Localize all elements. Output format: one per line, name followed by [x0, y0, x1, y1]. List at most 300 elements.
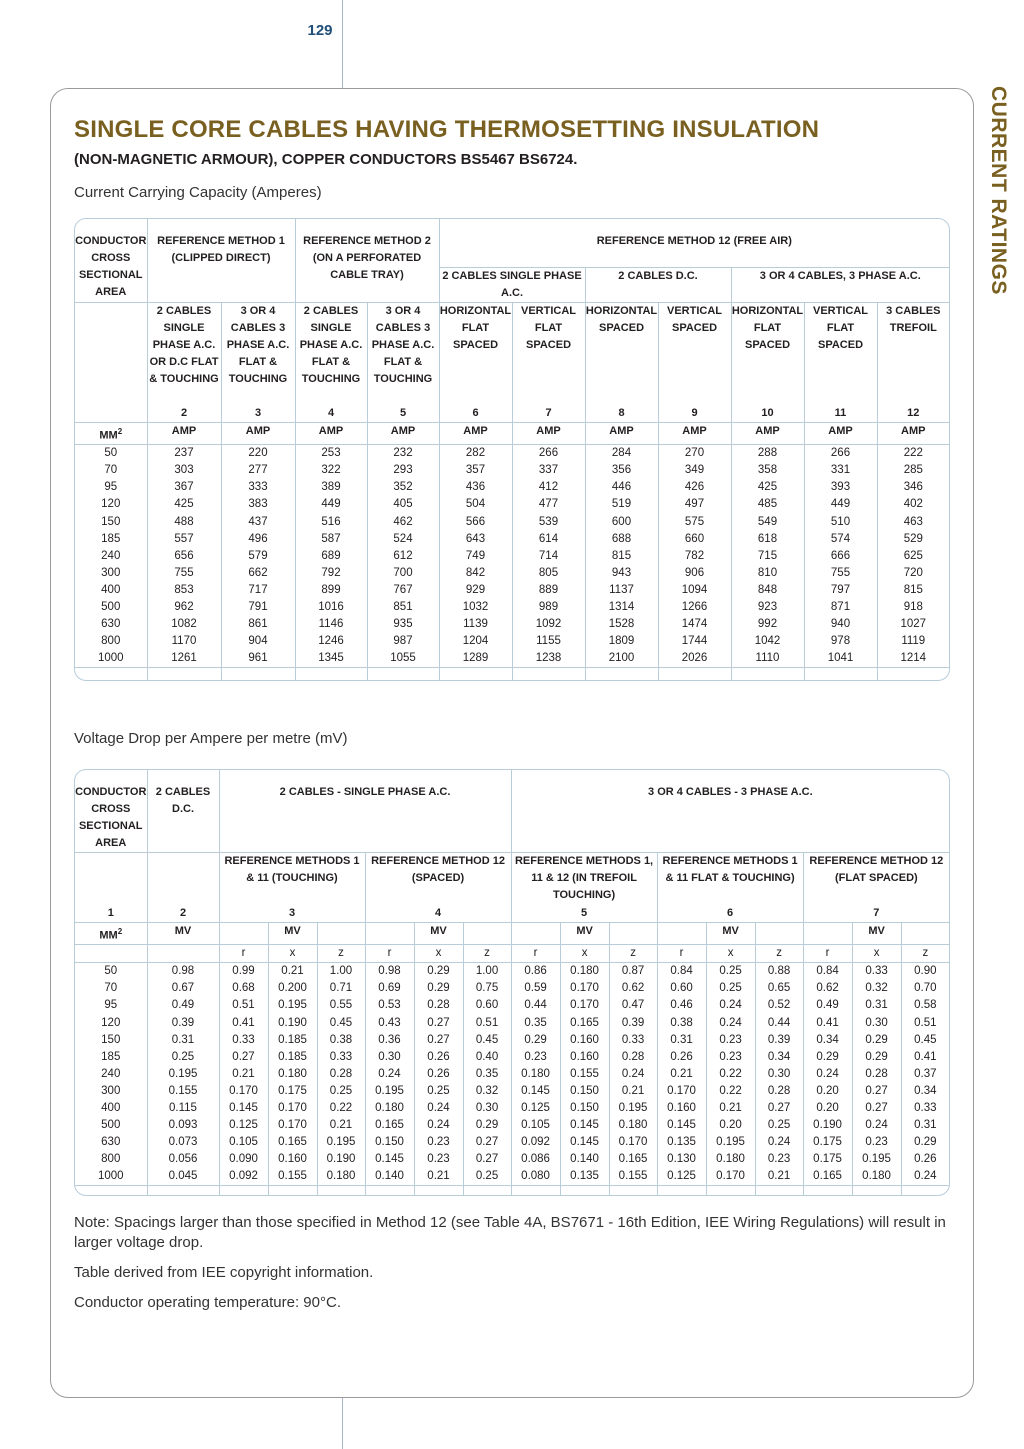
t2-value-cell: 0.21: [657, 1066, 706, 1083]
t1-value-cell: 1094: [658, 582, 731, 599]
t1-value-cell: 643: [439, 531, 512, 548]
t2-value-cell: 0.36: [365, 1032, 414, 1049]
t1-col-number: 12: [877, 405, 949, 423]
t1-value-cell: 940: [804, 616, 877, 633]
t2-value-cell: 0.59: [511, 980, 560, 997]
t1-value-cell: 1744: [658, 633, 731, 650]
t1-col-number: 8: [585, 405, 658, 423]
t1-value-cell: 303: [147, 462, 221, 479]
t2-value-cell: 0.21: [414, 1168, 463, 1186]
t2-value-cell: 0.24: [852, 1117, 901, 1134]
t2-method-6: REFERENCE METHODS 1 & 11 FLAT & TOUCHING): [657, 853, 803, 905]
t2-value-cell: 0.115: [147, 1100, 219, 1117]
t2-value-cell: 0.41: [803, 1015, 852, 1032]
t2-col-number: 7: [803, 905, 949, 923]
t1-value-cell: 614: [512, 531, 585, 548]
t2-value-cell: 0.145: [219, 1100, 268, 1117]
t1-value-cell: 288: [731, 445, 804, 463]
t1-value-cell: 587: [295, 531, 367, 548]
t2-value-cell: 0.145: [511, 1083, 560, 1100]
spacer-cell: [731, 668, 804, 681]
t1-value-cell: 425: [731, 479, 804, 496]
t1-value-cell: 266: [804, 445, 877, 463]
t2-value-cell: 0.185: [268, 1049, 317, 1066]
t2-value-cell: 1.00: [317, 963, 365, 981]
spacer-cell: [147, 1186, 219, 1196]
empty-cell: [317, 922, 365, 945]
t1-value-cell: 1314: [585, 599, 658, 616]
t1-unit-amp: AMP: [804, 422, 877, 445]
t2-area-cell: 300: [101, 1084, 121, 1097]
t1-value-cell: 449: [295, 496, 367, 513]
t2-value-cell: 0.160: [657, 1100, 706, 1117]
table1-label: Current Carrying Capacity (Amperes): [74, 184, 322, 201]
t2-value-cell: 0.180: [365, 1100, 414, 1117]
t2-value-cell: 0.70: [901, 980, 949, 997]
empty-cell: [463, 922, 511, 945]
t1-unit-amp: AMP: [221, 422, 295, 445]
t1-sub-8: HORIZONTAL SPACED: [585, 303, 658, 405]
t1-value-cell: 2026: [658, 650, 731, 668]
t1-table-row: [75, 531, 949, 548]
t2-value-cell: 0.140: [560, 1151, 609, 1168]
bottom-guide-line: [342, 1398, 343, 1449]
t2-table-row: [75, 1083, 949, 1100]
t1-value-cell: 987: [367, 633, 439, 650]
t1-area-cell: 630: [101, 618, 121, 631]
t2-value-cell: 0.29: [852, 1032, 901, 1049]
spacer-cell: [463, 1186, 511, 1196]
t1-value-cell: 1155: [512, 633, 585, 650]
t2-value-cell: 0.24: [365, 1066, 414, 1083]
t2-value-cell: 0.39: [609, 1015, 657, 1032]
t2-value-cell: 0.29: [414, 980, 463, 997]
t2-value-cell: 0.195: [609, 1100, 657, 1117]
t1-value-cell: 861: [221, 616, 295, 633]
spacer-cell: [147, 668, 221, 681]
t2-value-cell: 0.195: [317, 1134, 365, 1151]
t2-value-cell: 0.26: [414, 1049, 463, 1066]
empty-cell: [147, 945, 219, 963]
t1-h-2cables-dc: 2 CABLES D.C.: [585, 268, 731, 303]
t1-value-cell: 851: [367, 599, 439, 616]
t2-value-cell: 0.27: [463, 1134, 511, 1151]
t2-value-cell: 0.21: [219, 1066, 268, 1083]
t1-value-cell: 899: [295, 582, 367, 599]
t2-table-row: [75, 963, 949, 981]
t2-rxz-label: r: [511, 945, 560, 963]
t2-value-cell: 0.175: [268, 1083, 317, 1100]
t1-value-cell: 462: [367, 514, 439, 531]
empty-cell: [755, 922, 803, 945]
t1-value-cell: 393: [804, 479, 877, 496]
t1-value-cell: 516: [295, 514, 367, 531]
t2-value-cell: 0.21: [706, 1100, 755, 1117]
spacer-cell: [658, 668, 731, 681]
t2-value-cell: 0.45: [317, 1015, 365, 1032]
t2-value-cell: 0.24: [901, 1168, 949, 1186]
t2-value-cell: 0.87: [609, 963, 657, 981]
t1-value-cell: 848: [731, 582, 804, 599]
t1-value-cell: 277: [221, 462, 295, 479]
t2-value-cell: 0.090: [219, 1151, 268, 1168]
t1-area-cell: 400: [101, 583, 121, 596]
t2-area-cell: 630: [101, 1136, 121, 1149]
t2-value-cell: 0.25: [706, 963, 755, 981]
t1-sub-7: VERTICAL FLAT SPACED: [512, 303, 585, 405]
t1-value-cell: 815: [585, 548, 658, 565]
t2-value-cell: 0.155: [609, 1168, 657, 1186]
t1-value-cell: 383: [221, 496, 295, 513]
t2-value-cell: 0.25: [414, 1083, 463, 1100]
t2-area-cell: 240: [101, 1067, 121, 1080]
t2-value-cell: 0.23: [706, 1032, 755, 1049]
t1-value-cell: 504: [439, 496, 512, 513]
t2-value-cell: 0.23: [852, 1134, 901, 1151]
t1-value-cell: 961: [221, 650, 295, 668]
t1-value-cell: 496: [221, 531, 295, 548]
spacer-cell: [221, 668, 295, 681]
t2-table-row: [75, 1117, 949, 1134]
t1-value-cell: 749: [439, 548, 512, 565]
t2-value-cell: 0.25: [463, 1168, 511, 1186]
t1-value-cell: 717: [221, 582, 295, 599]
t1-unit-amp: AMP: [295, 422, 367, 445]
t2-value-cell: 0.38: [317, 1032, 365, 1049]
t1-value-cell: 1345: [295, 650, 367, 668]
t1-table-row: [75, 565, 949, 582]
t2-method-7: REFERENCE METHOD 12 (FLAT SPACED): [803, 853, 949, 905]
t2-value-cell: 0.27: [414, 1015, 463, 1032]
t2-value-cell: 0.51: [219, 997, 268, 1014]
t1-value-cell: 797: [804, 582, 877, 599]
t1-table-row: [75, 514, 949, 531]
t1-area-cell: 120: [101, 498, 121, 511]
t2-value-cell: 0.093: [147, 1117, 219, 1134]
t2-value-cell: 0.34: [901, 1083, 949, 1100]
t1-value-cell: 989: [512, 599, 585, 616]
t2-value-cell: 0.23: [755, 1151, 803, 1168]
t2-value-cell: 0.28: [317, 1066, 365, 1083]
t2-value-cell: 0.145: [560, 1117, 609, 1134]
t1-value-cell: 1238: [512, 650, 585, 668]
t1-area-cell: 95: [104, 481, 118, 494]
t1-h-3or4: 3 OR 4 CABLES, 3 PHASE A.C.: [731, 268, 949, 303]
page-title: SINGLE CORE CABLES HAVING THERMOSETTING INSULATION: [74, 116, 820, 143]
t2-value-cell: 0.27: [414, 1032, 463, 1049]
t1-value-cell: 755: [147, 565, 221, 582]
t2-value-cell: 0.200: [268, 980, 317, 997]
t1-value-cell: 992: [731, 616, 804, 633]
t1-sub-10: HORIZONTAL FLAT SPACED: [731, 303, 804, 405]
t1-unit-amp: AMP: [658, 422, 731, 445]
t1-area-cell: 800: [101, 635, 121, 648]
note-derived: Table derived from IEE copyright information.: [74, 1264, 374, 1281]
t2-value-cell: 0.092: [219, 1168, 268, 1186]
t2-area-cell: 185: [101, 1050, 121, 1063]
t2-area-cell: 500: [101, 1119, 121, 1132]
t2-value-cell: 0.35: [463, 1066, 511, 1083]
t1-value-cell: 557: [147, 531, 221, 548]
t1-table-row: [75, 496, 949, 513]
t2-value-cell: 0.170: [219, 1083, 268, 1100]
t1-unit-amp: AMP: [731, 422, 804, 445]
t1-value-cell: 1041: [804, 650, 877, 668]
t1-value-cell: 720: [877, 565, 949, 582]
t2-value-cell: 0.170: [268, 1117, 317, 1134]
t2-value-cell: 0.22: [317, 1100, 365, 1117]
t2-value-cell: 1.00: [463, 963, 511, 981]
t2-value-cell: 0.31: [852, 997, 901, 1014]
t2-value-cell: 0.25: [706, 980, 755, 997]
t1-value-cell: 1092: [512, 616, 585, 633]
t1-value-cell: 449: [804, 496, 877, 513]
t1-value-cell: 1137: [585, 582, 658, 599]
t1-value-cell: 700: [367, 565, 439, 582]
spacer-cell: [317, 1186, 365, 1196]
spacer-cell: [803, 1186, 852, 1196]
t2-value-cell: 0.40: [463, 1049, 511, 1066]
t2-h-2cables-1ph: 2 CABLES - SINGLE PHASE A.C.: [219, 784, 511, 853]
t1-value-cell: 357: [439, 462, 512, 479]
t1-area-cell: 1000: [97, 652, 124, 665]
t1-value-cell: 322: [295, 462, 367, 479]
side-tab: [974, 86, 1014, 306]
notes: [74, 1213, 954, 1323]
t2-unit-mv: MV: [268, 922, 317, 945]
spacer-cell: [512, 668, 585, 681]
t2-value-cell: 0.105: [219, 1134, 268, 1151]
t2-value-cell: 0.71: [317, 980, 365, 997]
t2-value-cell: 0.33: [852, 963, 901, 981]
t2-value-cell: 0.37: [901, 1066, 949, 1083]
t2-value-cell: 0.105: [511, 1117, 560, 1134]
t1-value-cell: 935: [367, 616, 439, 633]
t2-value-cell: 0.31: [901, 1117, 949, 1134]
t2-value-cell: 0.155: [560, 1066, 609, 1083]
t2-value-cell: 0.29: [511, 1032, 560, 1049]
t1-sub-5: 3 OR 4 CABLES 3 PHASE A.C. FLAT & TOUCHING: [367, 303, 439, 405]
t1-table-row: [75, 599, 949, 616]
t2-area-cell: 400: [101, 1102, 121, 1114]
t2-value-cell: 0.30: [755, 1066, 803, 1083]
spacer-cell: [852, 1186, 901, 1196]
t2-table-row: [75, 1066, 949, 1083]
t2-col-number: 3: [219, 905, 365, 923]
spacer-cell: [367, 668, 439, 681]
t2-table-row: [75, 1134, 949, 1151]
t2-value-cell: 0.140: [365, 1168, 414, 1186]
t2-value-cell: 0.41: [901, 1049, 949, 1066]
t2-value-cell: 0.52: [755, 997, 803, 1014]
t1-value-cell: 477: [512, 496, 585, 513]
t2-value-cell: 0.045: [147, 1168, 219, 1186]
t2-value-cell: 0.24: [609, 1066, 657, 1083]
t2-value-cell: 0.21: [317, 1117, 365, 1134]
t2-method-5: REFERENCE METHODS 1, 11 & 12 (IN TREFOIL TOUCHING): [511, 853, 657, 905]
voltage-drop-table: [74, 769, 950, 1196]
t1-table-row: [75, 616, 949, 633]
t1-value-cell: 1110: [731, 650, 804, 668]
t2-table-row: [75, 980, 949, 997]
t2-value-cell: 0.180: [609, 1117, 657, 1134]
t1-value-cell: 282: [439, 445, 512, 463]
t2-rxz-label: x: [414, 945, 463, 963]
t2-unit-mv: MV: [852, 922, 901, 945]
t1-value-cell: 666: [804, 548, 877, 565]
t1-value-cell: 446: [585, 479, 658, 496]
t2-value-cell: 0.056: [147, 1151, 219, 1168]
t2-value-cell: 0.84: [803, 963, 852, 981]
page-number: 129: [307, 22, 333, 39]
t2-value-cell: 0.22: [706, 1083, 755, 1100]
t1-value-cell: 425: [147, 496, 221, 513]
t2-value-cell: 0.170: [657, 1083, 706, 1100]
t2-rxz-label: r: [219, 945, 268, 963]
t1-value-cell: 906: [658, 565, 731, 582]
t1-table-row: [75, 582, 949, 599]
t2-value-cell: 0.51: [463, 1015, 511, 1032]
t1-value-cell: 1289: [439, 650, 512, 668]
t1-value-cell: 352: [367, 479, 439, 496]
t1-value-cell: 220: [221, 445, 295, 463]
t2-value-cell: 0.165: [560, 1015, 609, 1032]
t1-h-conductor: CONDUCTOR CROSS SECTIONAL AREA: [75, 235, 147, 298]
t1-area-cell: 185: [101, 532, 121, 545]
t1-value-cell: 1042: [731, 633, 804, 650]
t1-value-cell: 923: [731, 599, 804, 616]
t2-value-cell: 0.27: [219, 1049, 268, 1066]
t2-value-cell: 0.27: [852, 1083, 901, 1100]
t1-value-cell: 284: [585, 445, 658, 463]
t2-rxz-label: x: [706, 945, 755, 963]
t1-sub-12: 3 CABLES TREFOIL: [877, 303, 949, 405]
empty-cell: [365, 922, 414, 945]
t1-value-cell: 579: [221, 548, 295, 565]
t2-value-cell: 0.175: [803, 1134, 852, 1151]
t1-value-cell: 805: [512, 565, 585, 582]
t1-value-cell: 791: [221, 599, 295, 616]
t2-value-cell: 0.33: [219, 1032, 268, 1049]
t1-value-cell: 929: [439, 582, 512, 599]
t2-unit-mv: MV: [147, 922, 219, 945]
t2-area-cell: 95: [104, 999, 118, 1012]
t1-value-cell: 815: [877, 582, 949, 599]
t2-value-cell: 0.160: [560, 1032, 609, 1049]
t2-rxz-label: z: [755, 945, 803, 963]
t1-value-cell: 755: [804, 565, 877, 582]
t1-value-cell: 293: [367, 462, 439, 479]
t1-h-rm12: REFERENCE METHOD 12 (FREE AIR): [439, 233, 949, 268]
spacer-cell: [414, 1186, 463, 1196]
t1-value-cell: 660: [658, 531, 731, 548]
t1-value-cell: 889: [512, 582, 585, 599]
t2-value-cell: 0.62: [609, 980, 657, 997]
t1-col-number: 2: [147, 405, 221, 423]
t2-value-cell: 0.180: [560, 963, 609, 981]
t2-table-row: [75, 1015, 949, 1032]
t2-value-cell: 0.170: [706, 1168, 755, 1186]
t2-value-cell: 0.190: [317, 1151, 365, 1168]
spacer-cell: [901, 1186, 949, 1196]
t2-value-cell: 0.180: [511, 1066, 560, 1083]
t1-table-row: [75, 548, 949, 565]
spacer-cell: [295, 668, 367, 681]
t1-unit-amp: AMP: [512, 422, 585, 445]
t1-h-2cables-1ph: 2 CABLES SINGLE PHASE A.C.: [439, 268, 585, 303]
t1-area-cell: 70: [104, 464, 118, 477]
t1-h-rm1: REFERENCE METHOD 1 (CLIPPED DIRECT): [147, 233, 295, 303]
t2-value-cell: 0.175: [803, 1151, 852, 1168]
t1-col-number: 3: [221, 405, 295, 423]
t2-value-cell: 0.31: [657, 1032, 706, 1049]
t1-sub-9: VERTICAL SPACED: [658, 303, 731, 405]
t1-value-cell: 405: [367, 496, 439, 513]
note-temperature: Conductor operating temperature: 90°C.: [74, 1294, 341, 1311]
t1-value-cell: 1214: [877, 650, 949, 668]
spacer-cell: [365, 1186, 414, 1196]
t1-value-cell: 918: [877, 599, 949, 616]
t1-value-cell: 510: [804, 514, 877, 531]
t1-value-cell: 782: [658, 548, 731, 565]
current-capacity-table: [74, 218, 950, 681]
t2-rxz-label: z: [901, 945, 949, 963]
t2-value-cell: 0.130: [657, 1151, 706, 1168]
spacer-cell: [560, 1186, 609, 1196]
t2-value-cell: 0.44: [511, 997, 560, 1014]
t2-value-cell: 0.25: [317, 1083, 365, 1100]
t2-value-cell: 0.98: [147, 963, 219, 981]
t2-rxz-label: r: [657, 945, 706, 963]
t1-value-cell: 488: [147, 514, 221, 531]
t1-area-cell: 150: [101, 515, 121, 528]
t2-value-cell: 0.55: [317, 997, 365, 1014]
spacer-cell: [585, 668, 658, 681]
t2-col-number: 6: [657, 905, 803, 923]
t1-value-cell: 810: [731, 565, 804, 582]
t1-value-cell: 402: [877, 496, 949, 513]
t2-value-cell: 0.170: [609, 1134, 657, 1151]
t1-spacer-row: [75, 668, 949, 681]
t1-value-cell: 871: [804, 599, 877, 616]
t2-area-cell: 800: [101, 1153, 121, 1166]
t1-value-cell: 1055: [367, 650, 439, 668]
t2-value-cell: 0.30: [463, 1100, 511, 1117]
t2-value-cell: 0.180: [268, 1066, 317, 1083]
t2-value-cell: 0.150: [560, 1100, 609, 1117]
t2-value-cell: 0.26: [414, 1066, 463, 1083]
t2-value-cell: 0.43: [365, 1015, 414, 1032]
t1-unit-amp: AMP: [147, 422, 221, 445]
t2-area-cell: 150: [101, 1033, 121, 1046]
t1-value-cell: 389: [295, 479, 367, 496]
t2-value-cell: 0.165: [365, 1117, 414, 1134]
t2-value-cell: 0.21: [268, 963, 317, 981]
t1-value-cell: 232: [367, 445, 439, 463]
t2-value-cell: 0.69: [365, 980, 414, 997]
t2-value-cell: 0.170: [560, 980, 609, 997]
t2-spacer-row: [75, 1186, 949, 1196]
t2-value-cell: 0.125: [511, 1100, 560, 1117]
t2-value-cell: 0.30: [852, 1015, 901, 1032]
t1-sub-3: 3 OR 4 CABLES 3 PHASE A.C. FLAT & TOUCHING: [221, 303, 295, 405]
t2-method-3: REFERENCE METHODS 1 & 11 (TOUCHING): [219, 853, 365, 905]
t1-unit-amp: AMP: [585, 422, 658, 445]
t1-value-cell: 625: [877, 548, 949, 565]
t1-unit-amp: AMP: [439, 422, 512, 445]
t1-value-cell: 1016: [295, 599, 367, 616]
t1-area-cell: 300: [101, 566, 121, 579]
